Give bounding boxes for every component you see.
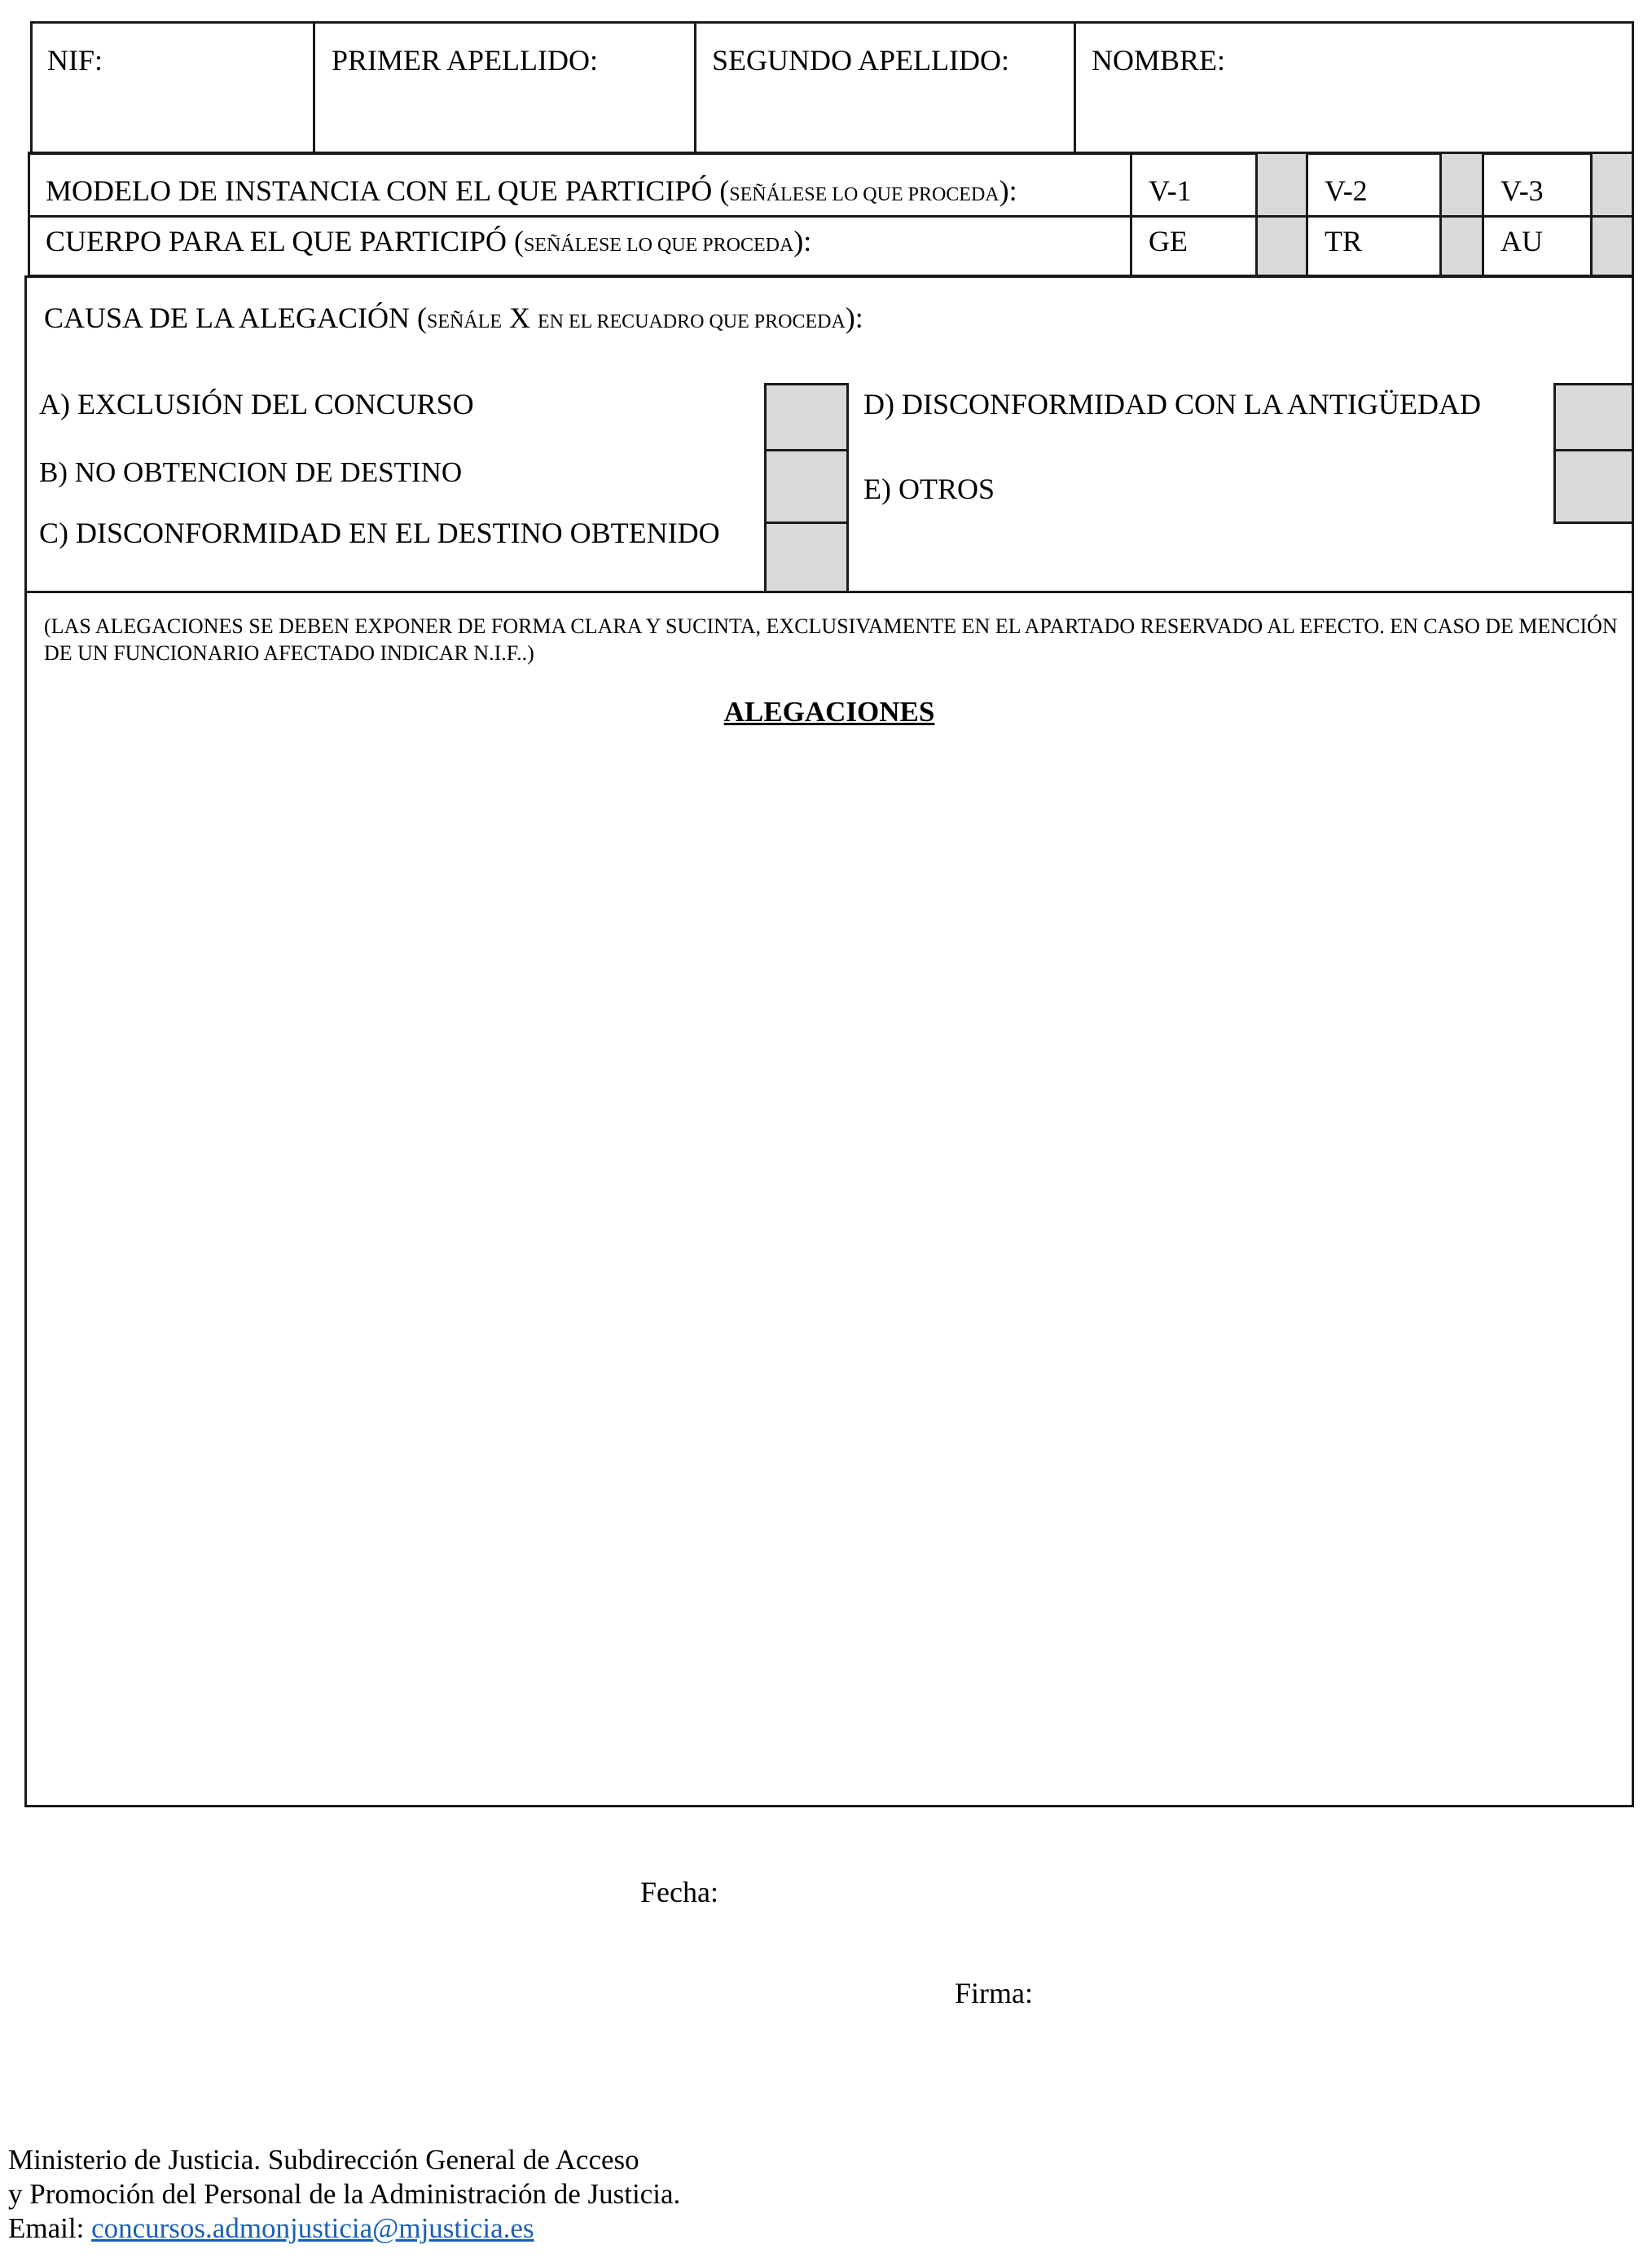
causa-option-d: D) DISCONFORMIDAD CON LA ANTIGÜEDAD	[863, 388, 1482, 420]
modelo-hint: SEÑÁLESE LO QUE PROCEDA	[729, 184, 1000, 205]
causa-label: CAUSA DE LA ALEGACIÓN (SEÑÁLE X EN EL RECUADRO QUE PROCEDA):	[44, 301, 863, 334]
firma-label: Firma:	[955, 1977, 1033, 2009]
cuerpo-ge-checkbox[interactable]	[1255, 215, 1308, 277]
primer-apellido-field[interactable]	[316, 81, 691, 152]
causa-option-a: A) EXCLUSIÓN DEL CONCURSO	[39, 388, 474, 420]
fecha-field[interactable]	[725, 1871, 1132, 1910]
cuerpo-au-checkbox[interactable]	[1590, 215, 1634, 277]
fecha-label: Fecha:	[640, 1876, 718, 1908]
nif-label: NIF:	[47, 44, 103, 77]
nombre-label: NOMBRE:	[1092, 44, 1226, 77]
causa-option-e: E) OTROS	[863, 473, 995, 505]
causa-e-checkbox[interactable]	[1553, 449, 1634, 524]
modelo-v2-checkbox[interactable]	[1439, 152, 1484, 218]
cuerpo-option-tr: TR	[1325, 225, 1363, 257]
causa-a-checkbox[interactable]	[764, 383, 849, 451]
modelo-label: MODELO DE INSTANCIA CON EL QUE PARTICIPÓ (SEÑÁLESE LO QUE PROCEDA):	[46, 174, 1017, 207]
footer-line1: Ministerio de Justicia. Subdirección General de Acceso	[8, 2144, 639, 2176]
cuerpo-option-ge: GE	[1149, 225, 1188, 257]
alegaciones-textarea[interactable]	[29, 742, 1629, 1801]
modelo-option-v1: V-1	[1149, 174, 1192, 207]
cuerpo-tr-checkbox[interactable]	[1439, 215, 1484, 277]
causa-b-checkbox[interactable]	[764, 449, 849, 524]
divider	[313, 21, 315, 155]
footer-email-link[interactable]: concursos.admonjusticia@mjusticia.es	[91, 2212, 534, 2244]
causa-c-checkbox[interactable]	[764, 521, 849, 593]
modelo-v1-checkbox[interactable]	[1255, 152, 1308, 218]
divider	[1130, 152, 1132, 277]
modelo-option-v3: V-3	[1500, 174, 1544, 207]
alegaciones-title: ALEGACIONES	[723, 696, 935, 728]
modelo-v3-checkbox[interactable]	[1590, 152, 1634, 218]
footer-email-line: Email: concursos.admonjusticia@mjusticia.es	[8, 2212, 534, 2244]
nombre-field[interactable]	[1077, 81, 1631, 152]
nif-field[interactable]	[33, 81, 310, 152]
segundo-apellido-label: SEGUNDO APELLIDO:	[712, 44, 1009, 77]
divider	[694, 21, 696, 155]
causa-option-b: B) NO OBTENCION DE DESTINO	[39, 456, 463, 488]
modelo-option-v2: V-2	[1325, 174, 1368, 207]
causa-option-c: C) DISCONFORMIDAD EN EL DESTINO OBTENIDO	[39, 517, 720, 549]
cuerpo-option-au: AU	[1500, 225, 1543, 257]
primer-apellido-label: PRIMER APELLIDO:	[332, 44, 599, 77]
footer	[8, 2143, 680, 2246]
modelo-cuerpo-table	[28, 152, 1634, 277]
causa-d-checkbox[interactable]	[1553, 383, 1634, 451]
firma-field[interactable]	[1039, 1972, 1610, 2011]
alegaciones-instructions: (LAS ALEGACIONES SE DEBEN EXPONER DE FORMA CLARA Y SUCINTA, EXCLUSIVAMENTE EN EL APARTADO RESERVADO AL EFECTO. EN CASO DE MENCIÓN DE UN FUNCIONARIO AFECTADO INDICAR N.I.F..)	[44, 614, 1618, 665]
footer-line2: y Promoción del Personal de la Administración de Justicia.	[8, 2178, 681, 2210]
divider	[1074, 21, 1076, 155]
segundo-apellido-field[interactable]	[697, 81, 1070, 152]
cuerpo-label: CUERPO PARA EL QUE PARTICIPÓ (SEÑÁLESE LO QUE PROCEDA):	[46, 225, 812, 257]
cuerpo-hint: SEÑÁLESE LO QUE PROCEDA	[523, 235, 794, 256]
divider	[28, 215, 1634, 218]
